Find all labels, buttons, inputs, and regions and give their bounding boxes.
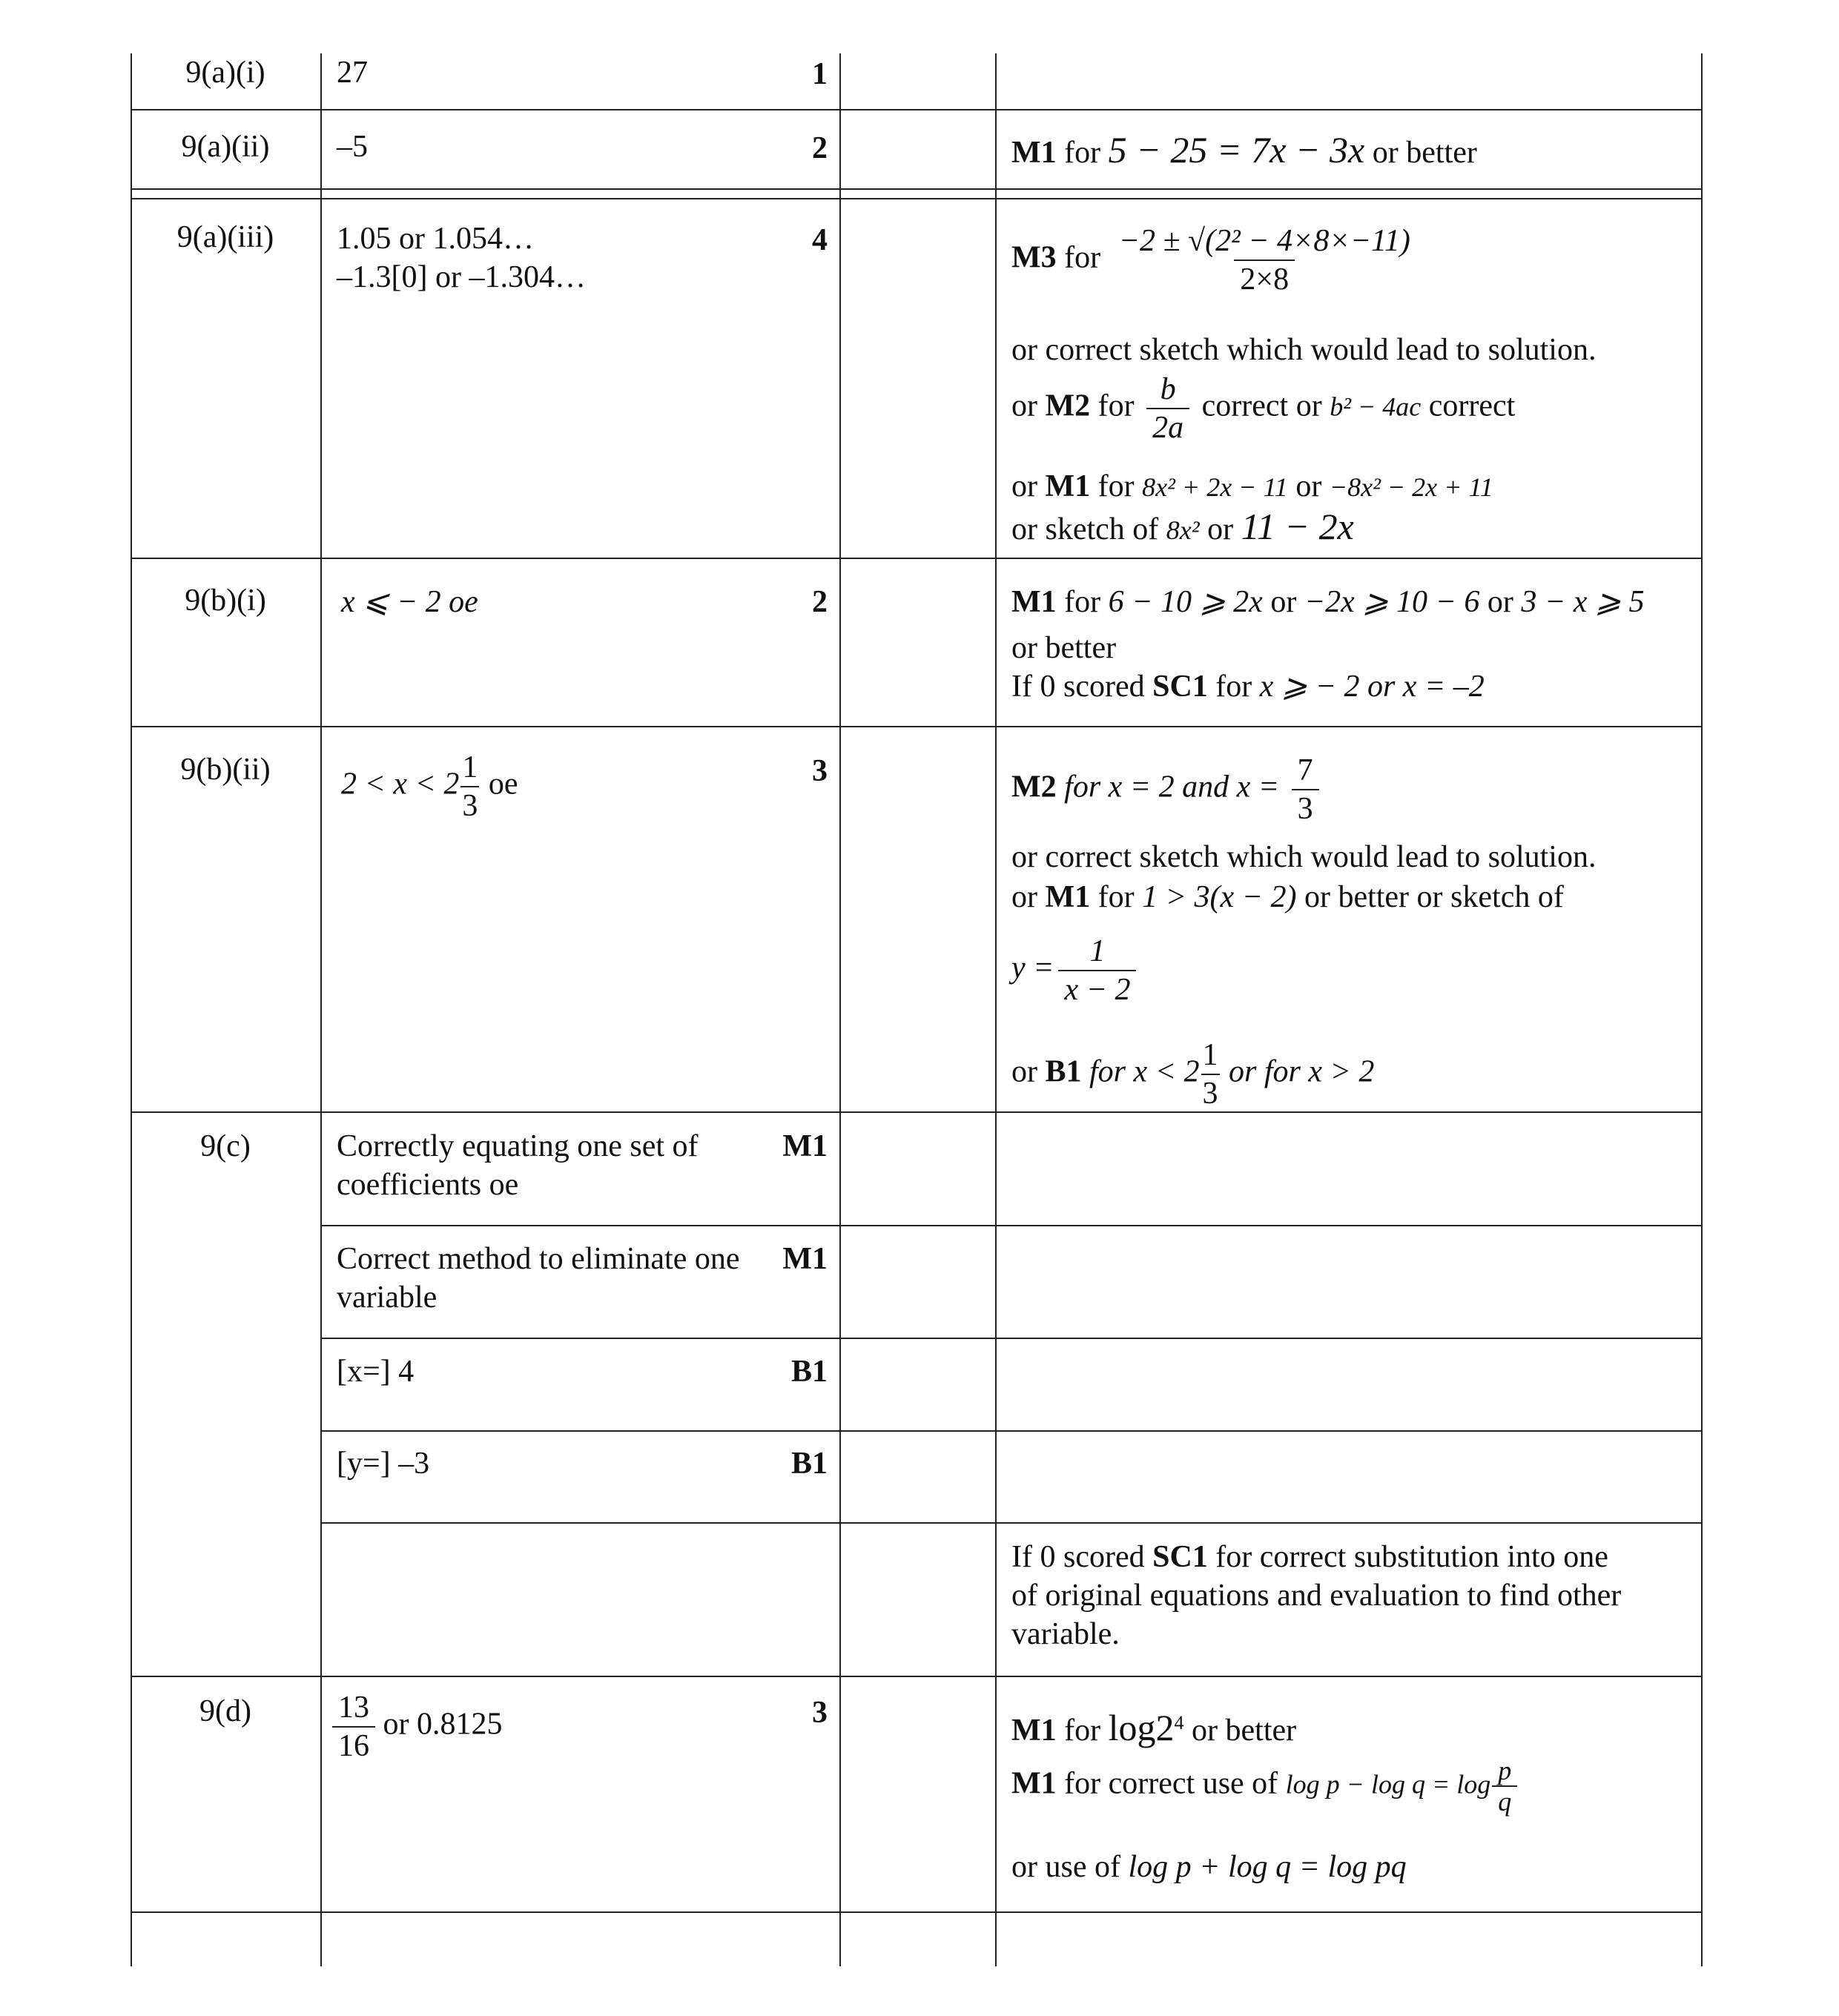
seven-thirds-fraction xyxy=(1292,752,1319,827)
guidance-text: or xyxy=(1295,469,1322,503)
row-divider xyxy=(131,188,1703,190)
table-border-left xyxy=(131,53,132,1966)
marks: B1 xyxy=(790,1355,828,1389)
subrow-divider xyxy=(320,1338,1703,1339)
column-divider-marks xyxy=(995,53,997,1966)
fraction-numerator: 13 xyxy=(338,1691,369,1725)
guidance-text: for xyxy=(1097,389,1135,423)
marks: M1 xyxy=(782,1242,828,1276)
guidance-line xyxy=(1011,371,1515,446)
guidance-expression: log2 xyxy=(1108,1707,1175,1748)
fraction-numerator: 7 xyxy=(1297,753,1313,787)
guidance-line: variable. xyxy=(1011,1617,1120,1651)
mark-code: M3 xyxy=(1011,240,1057,275)
row-divider-double xyxy=(131,198,1703,199)
guidance-text: or xyxy=(1270,585,1297,619)
guidance-expression: −2x ⩾ 10 − 6 xyxy=(1304,585,1480,619)
answer-text: 27 xyxy=(337,56,368,90)
guidance-text: for xyxy=(1215,670,1252,704)
question-number: 9(c) xyxy=(200,1129,251,1163)
guidance-line xyxy=(1011,1756,1519,1817)
guidance-line xyxy=(1011,1037,1374,1112)
guidance-text: for x = 2 and x = xyxy=(1064,770,1280,804)
fraction-numerator: 1 xyxy=(1202,1038,1218,1072)
mark-code: M1 xyxy=(1011,1713,1057,1748)
guidance-line xyxy=(1011,667,1485,706)
question-number: 9(a)(iii) xyxy=(176,220,274,254)
guidance-text: for xyxy=(1064,1713,1101,1748)
answer-text: –1.3[0] or –1.304… xyxy=(337,260,586,294)
guidance-text: for correct use of xyxy=(1064,1766,1278,1801)
guidance-line xyxy=(1011,583,1645,621)
marks: 2 xyxy=(812,131,828,165)
guidance-line: or correct sketch which would lead to solution. xyxy=(1011,333,1597,367)
fraction-numerator: −2 ± √(2² − 4×8×−11) xyxy=(1118,224,1410,258)
column-divider-answer xyxy=(839,53,841,1966)
mixed-number-fraction xyxy=(1201,1037,1220,1112)
guidance-line xyxy=(1011,933,1140,1008)
guidance-line xyxy=(1011,752,1324,827)
guidance-text: for correct substitution into one xyxy=(1215,1540,1608,1574)
guidance-line xyxy=(1011,1848,1407,1886)
guidance-expression: b² − 4ac xyxy=(1330,391,1422,422)
fraction-denominator: 16 xyxy=(332,1726,375,1765)
fraction-numerator: 1 xyxy=(462,750,478,784)
mark-code: B1 xyxy=(1045,1054,1082,1089)
fraction-denominator: q xyxy=(1492,1785,1517,1817)
fraction-denominator: 3 xyxy=(460,786,479,824)
guidance-expression: x ⩾ − 2 or x = –2 xyxy=(1259,670,1485,704)
answer-text: Correct method to eliminate one xyxy=(337,1242,740,1276)
guidance-text: for xyxy=(1097,880,1135,914)
answer-text: –5 xyxy=(337,130,368,164)
answer-text: variable xyxy=(337,1280,438,1315)
marks: B1 xyxy=(790,1447,828,1481)
row-divider xyxy=(131,1676,1703,1677)
answer-fraction xyxy=(332,1689,375,1765)
guidance-text: for xyxy=(1064,136,1101,170)
fraction-denominator: 3 xyxy=(1201,1074,1220,1112)
question-number: 9(b)(i) xyxy=(185,584,266,618)
row-divider xyxy=(131,109,1703,110)
b-over-2a-fraction xyxy=(1146,371,1189,446)
guidance-text: for xyxy=(1064,240,1101,275)
mark-code: M2 xyxy=(1011,770,1057,804)
guidance-expression: log p − log q = log xyxy=(1285,1769,1491,1799)
fraction-numerator: b xyxy=(1160,372,1176,406)
answer-text: coefficients oe xyxy=(337,1168,519,1202)
guidance-expression: log p + log q = log pq xyxy=(1128,1850,1407,1884)
marks: 3 xyxy=(812,1696,828,1730)
guidance-line xyxy=(1011,1538,1608,1576)
guidance-text: or xyxy=(1011,469,1037,503)
guidance-expression: 8x² + 2x − 11 xyxy=(1142,472,1288,502)
guidance-text: If 0 scored xyxy=(1011,670,1145,704)
quadratic-formula-fraction xyxy=(1113,222,1416,298)
subrow-divider xyxy=(320,1225,1703,1226)
guidance-text: or xyxy=(1011,389,1037,423)
guidance-text: or use of xyxy=(1011,1850,1120,1884)
guidance-text: or xyxy=(1011,1054,1037,1089)
guidance-expression: −8x² − 2x + 11 xyxy=(1329,472,1493,502)
guidance-expression: y = xyxy=(1011,951,1054,985)
answer-text: [y=] –3 xyxy=(337,1447,430,1481)
column-divider-question xyxy=(320,53,322,1966)
guidance-text: or better xyxy=(1372,136,1477,170)
mixed-number-fraction xyxy=(460,749,479,824)
guidance-text: or better xyxy=(1192,1713,1297,1748)
mark-code: M1 xyxy=(1045,880,1091,914)
guidance-text: or xyxy=(1207,512,1234,546)
marks: M1 xyxy=(782,1129,828,1163)
row-divider xyxy=(131,1911,1703,1913)
mark-code: M1 xyxy=(1011,136,1057,170)
answer-text: or 0.8125 xyxy=(383,1707,503,1742)
reciprocal-fraction xyxy=(1058,933,1136,1008)
mark-code: M1 xyxy=(1011,585,1057,619)
row-divider xyxy=(131,558,1703,559)
guidance-text: for x < 2 xyxy=(1089,1054,1200,1089)
guidance-text: correct xyxy=(1428,389,1516,423)
guidance-text: or better or sketch of xyxy=(1304,880,1564,914)
guidance-line: or better xyxy=(1011,631,1117,665)
mark-scheme-table xyxy=(131,53,1703,1966)
guidance-line xyxy=(1011,467,1493,506)
question-number: 9(d) xyxy=(199,1694,251,1728)
guidance-text: If 0 scored xyxy=(1011,1540,1145,1574)
guidance-line: of original equations and evaluation to find other xyxy=(1011,1579,1622,1613)
guidance-text: or sketch of xyxy=(1011,512,1159,546)
mark-code: M2 xyxy=(1045,389,1091,423)
guidance-text: or for x > 2 xyxy=(1229,1054,1375,1089)
fraction-numerator: 1 xyxy=(1089,934,1106,968)
answer-line xyxy=(341,749,518,824)
guidance-text: or xyxy=(1011,880,1037,914)
fraction-numerator: p xyxy=(1498,1756,1512,1785)
guidance-expression: 1 > 3(x − 2) xyxy=(1142,880,1297,914)
question-number: 9(a)(ii) xyxy=(181,130,270,164)
answer-text: [x=] 4 xyxy=(337,1355,415,1389)
guidance-line xyxy=(1011,222,1421,298)
guidance-text: correct or xyxy=(1201,389,1322,423)
guidance-expression: 3 − x ⩾ 5 xyxy=(1521,585,1645,619)
answer-text: Correctly equating one set of xyxy=(337,1129,699,1163)
guidance-line xyxy=(1011,1708,1296,1750)
marks: 2 xyxy=(812,585,828,619)
exponent: 4 xyxy=(1174,1712,1184,1734)
answer-text: oe xyxy=(488,767,518,802)
marks: 1 xyxy=(812,57,828,91)
mark-code: M1 xyxy=(1011,1766,1057,1801)
row-divider xyxy=(131,726,1703,727)
fraction-denominator: 2a xyxy=(1146,408,1189,446)
guidance-expression: 6 − 10 ⩾ 2x xyxy=(1108,585,1263,619)
row-divider xyxy=(131,1111,1703,1113)
guidance-line: or correct sketch which would lead to solution. xyxy=(1011,840,1597,874)
subrow-divider xyxy=(320,1430,1703,1432)
answer-text: 2 < x < 2 xyxy=(341,767,460,802)
mark-code: M1 xyxy=(1045,469,1091,503)
table-border-right xyxy=(1701,53,1703,1966)
fraction-denominator: 2×8 xyxy=(1234,260,1295,298)
question-number: 9(a)(i) xyxy=(185,56,265,90)
marks: 4 xyxy=(812,223,828,257)
answer-text: x ⩽ − 2 oe xyxy=(341,585,478,619)
guidance-expression: 5 − 25 = 7x − 3x xyxy=(1108,129,1365,171)
guidance-expression: 8x² xyxy=(1166,515,1200,545)
guidance-line xyxy=(1011,878,1564,916)
guidance-text: for xyxy=(1064,585,1101,619)
mark-code: SC1 xyxy=(1152,1540,1208,1574)
guidance-text: or xyxy=(1487,585,1513,619)
fraction-denominator: 3 xyxy=(1292,789,1319,827)
guidance-line xyxy=(1011,507,1354,549)
guidance-expression: 11 − 2x xyxy=(1241,506,1354,547)
guidance-line xyxy=(1011,130,1477,172)
fraction-denominator: x − 2 xyxy=(1058,970,1136,1008)
marks: 3 xyxy=(812,754,828,788)
p-over-q-fraction xyxy=(1492,1756,1517,1817)
subrow-divider xyxy=(320,1522,1703,1524)
answer-text: 1.05 or 1.054… xyxy=(337,222,534,256)
mark-code: SC1 xyxy=(1152,670,1208,704)
guidance-text: for xyxy=(1097,469,1135,503)
question-number: 9(b)(ii) xyxy=(180,753,271,787)
answer-line xyxy=(332,1689,503,1765)
